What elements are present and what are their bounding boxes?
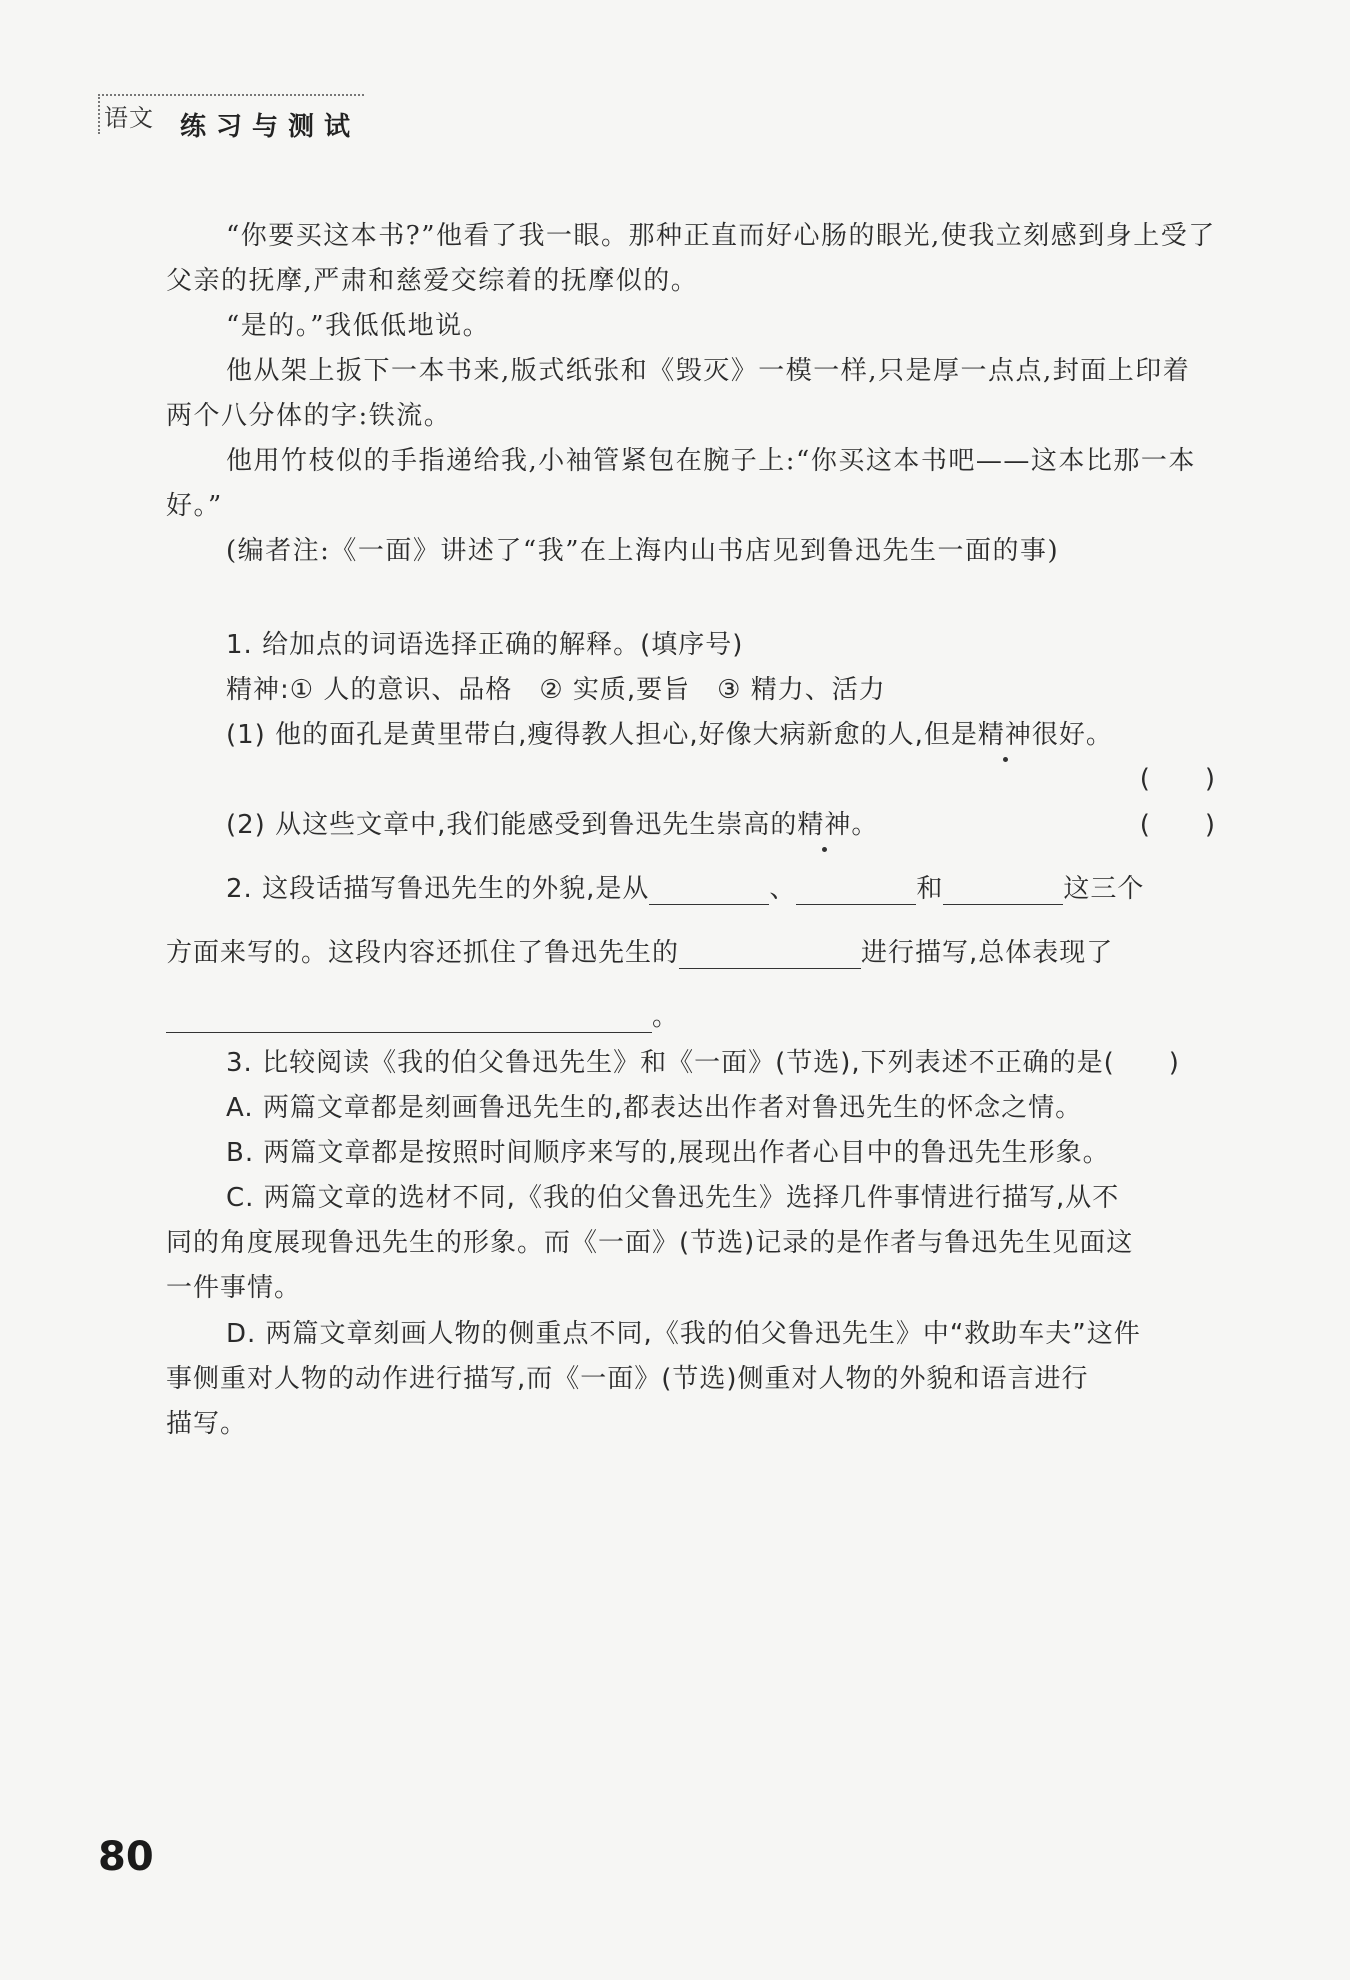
passage-paragraph: 他用竹枝似的手指递给我,小袖管紧包在腕子上:“你买这本书吧——这本比那一本好。”	[166, 446, 1196, 521]
q2-text: 2. 这段话描写鲁迅先生的外貌,是从	[226, 874, 650, 904]
q1-sub2-text: (2) 从这些文章中,我们能感受到鲁迅先生崇高的	[226, 810, 798, 840]
answer-blank[interactable]	[679, 940, 861, 969]
answer-blank[interactable]	[166, 1004, 652, 1033]
q2-text: 方面来写的。这段内容还抓住了鲁迅先生的	[166, 938, 680, 968]
page-number: 80	[98, 1834, 154, 1880]
q1-sub2	[166, 804, 878, 841]
q3-option-d: D. 两篇文章刻画人物的侧重点不同,《我的伯父鲁迅先生》中“救助车夫”这件	[226, 1319, 1141, 1349]
editor-note: (编者注:《一面》讲述了“我”在上海内山书店见到鲁迅先生一面的事)	[226, 536, 1060, 566]
q1-options: 精神:① 人的意识、品格 ② 实质,要旨 ③ 精力、活力	[226, 675, 886, 705]
q3-option-b: B. 两篇文章都是按照时间顺序来写的,展现出作者心目中的鲁迅先生形象。	[226, 1138, 1110, 1168]
q2-text: 进行描写,总体表现了	[861, 938, 1114, 968]
header-dotted-rule-vertical	[98, 94, 100, 134]
q3-option-a: A. 两篇文章都是刻画鲁迅先生的,都表达出作者对鲁迅先生的怀念之情。	[226, 1093, 1083, 1123]
q3-option-d-cont: 描写。	[166, 1409, 248, 1439]
subject-label: 语文	[104, 104, 154, 132]
q2-text: 。	[652, 1002, 680, 1032]
q1-stem: 1. 给加点的词语选择正确的解释。(填序号)	[226, 630, 744, 660]
emphasized-word	[797, 810, 851, 840]
q3-option-d-cont: 事侧重对人物的动作进行描写,而《一面》(节选)侧重对人物的外貌和语言进行	[166, 1364, 1089, 1394]
q1-sub1-text-end: 很好。	[1031, 720, 1113, 750]
header-dotted-rule	[98, 94, 364, 96]
q3-stem: 3. 比较阅读《我的伯父鲁迅先生》和《一面》(节选),下列表述不正确的是( )	[226, 1048, 1180, 1078]
q2-separator: 和	[916, 874, 944, 904]
answer-blank[interactable]	[649, 876, 769, 905]
page-header	[98, 94, 364, 140]
q2-line3	[166, 996, 679, 1033]
q2-line1	[166, 868, 1144, 905]
q3-option-c-cont: 同的角度展现鲁迅先生的形象。而《一面》(节选)记录的是作者与鲁迅先生见面这	[166, 1228, 1134, 1258]
q1-sub1-text: (1) 他的面孔是黄里带白,瘦得教人担心,好像大病新愈的人,但是	[226, 720, 978, 750]
emphasized-word-text: 精神	[977, 720, 1032, 750]
q3-option-c-cont: 一件事情。	[166, 1273, 302, 1303]
passage-paragraph: 他从架上扳下一本书来,版式纸张和《毁灭》一模一样,只是厚一点点,封面上印着两个八分体的字:铁流。	[166, 356, 1191, 431]
passage-paragraph: “是的。”我低低地说。	[226, 311, 491, 341]
q2-text: 这三个	[1063, 874, 1145, 904]
q1-sub1-answer-paren[interactable]: ( )	[1139, 764, 1216, 794]
q1-sub1	[166, 714, 1113, 751]
reading-passage	[166, 214, 1216, 574]
q3-option-c: C. 两篇文章的选材不同,《我的伯父鲁迅先生》选择几件事情进行描写,从不	[226, 1183, 1120, 1213]
passage-paragraph: “你要买这本书?”他看了我一眼。那种正直而好心肠的眼光,使我立刻感到身上受了父亲的抚摩,严肃和慈爱交综着的抚摩似的。	[166, 221, 1216, 296]
q2-separator: 、	[769, 874, 797, 904]
q2-line2	[166, 932, 1113, 969]
q1-sub2-answer-paren[interactable]: ( )	[1139, 810, 1216, 840]
emphasized-word	[978, 720, 1032, 750]
q1-sub2-text-end: 。	[851, 810, 879, 840]
book-title: 练习与测试	[180, 112, 361, 142]
answer-blank[interactable]	[943, 876, 1063, 905]
answer-blank[interactable]	[796, 876, 916, 905]
emphasized-word-text: 精神	[797, 810, 852, 840]
